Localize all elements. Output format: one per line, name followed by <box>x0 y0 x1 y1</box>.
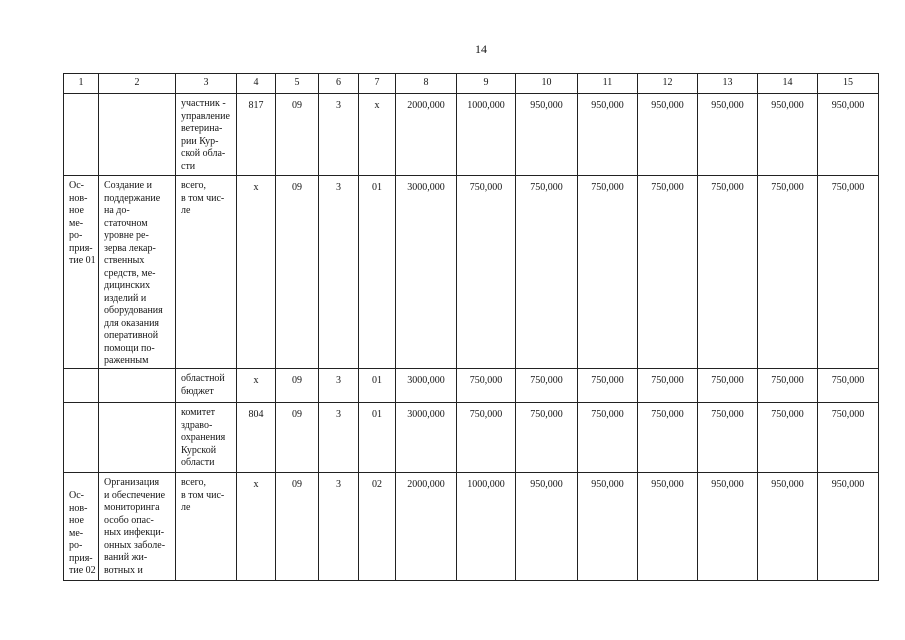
table-cell: 950,000 <box>758 94 818 176</box>
table-cell: 750,000 <box>578 403 638 473</box>
table-cell <box>99 403 176 473</box>
page-number: 14 <box>475 42 487 56</box>
table-header-cell: 13 <box>698 74 758 94</box>
table-cell: Организация и обеспечение мониторинга особо опас- ных инфекци- онных заболе- ваний жи- вотных и <box>99 473 176 581</box>
table-cell: 01 <box>359 369 396 403</box>
table-cell: х <box>237 369 276 403</box>
table-header-cell: 5 <box>276 74 319 94</box>
table-cell: 804 <box>237 403 276 473</box>
table-cell: 950,000 <box>758 473 818 581</box>
data-table <box>63 73 879 581</box>
table-cell: 750,000 <box>758 403 818 473</box>
table-cell: 950,000 <box>638 94 698 176</box>
table-cell: 750,000 <box>457 403 516 473</box>
table-header-cell: 11 <box>578 74 638 94</box>
table-cell: 750,000 <box>818 403 879 473</box>
table-header-cell: 12 <box>638 74 698 94</box>
table-cell: 950,000 <box>698 94 758 176</box>
table-cell: 750,000 <box>818 369 879 403</box>
table-header-cell: 8 <box>396 74 457 94</box>
table-cell: 950,000 <box>516 94 578 176</box>
table-row <box>64 176 879 369</box>
table-cell <box>64 369 99 403</box>
table-cell <box>64 94 99 176</box>
table-cell: 950,000 <box>578 473 638 581</box>
table-cell: комитет здраво- охранения Курской области <box>176 403 237 473</box>
table-cell: 750,000 <box>818 176 879 369</box>
table-cell: областной бюджет <box>176 369 237 403</box>
table-cell: 1000,000 <box>457 473 516 581</box>
table-cell: 950,000 <box>818 473 879 581</box>
table-header-cell: 9 <box>457 74 516 94</box>
table-cell: х <box>237 176 276 369</box>
table-cell: 750,000 <box>578 369 638 403</box>
table-cell: 750,000 <box>758 176 818 369</box>
table-body <box>64 94 879 581</box>
table-cell <box>64 403 99 473</box>
table-header-cell: 3 <box>176 74 237 94</box>
table-cell: 01 <box>359 176 396 369</box>
table-row <box>64 94 879 176</box>
table-cell: Ос- нов- ное ме- ро- прия- тие 01 <box>64 176 99 369</box>
table-cell: 750,000 <box>698 369 758 403</box>
table-cell: 750,000 <box>698 403 758 473</box>
table-cell: 02 <box>359 473 396 581</box>
table-cell: 750,000 <box>516 403 578 473</box>
table-head <box>64 74 879 94</box>
table-cell: 750,000 <box>698 176 758 369</box>
table-cell: 950,000 <box>516 473 578 581</box>
table-cell: 750,000 <box>516 369 578 403</box>
table-cell: х <box>237 473 276 581</box>
table-cell: Ос- нов- ное ме- ро- прия- тие 02 <box>64 473 99 581</box>
table-cell: 09 <box>276 369 319 403</box>
table-cell: 950,000 <box>578 94 638 176</box>
table-cell: всего, в том чис- ле <box>176 176 237 369</box>
table-cell: 3000,000 <box>396 403 457 473</box>
table-header-cell: 15 <box>818 74 879 94</box>
table-cell: всего, в том чис- ле <box>176 473 237 581</box>
table-cell: 750,000 <box>578 176 638 369</box>
table-cell: 1000,000 <box>457 94 516 176</box>
table-cell: 09 <box>276 403 319 473</box>
table-cell: 750,000 <box>457 176 516 369</box>
table-cell <box>99 94 176 176</box>
table-header-cell: 4 <box>237 74 276 94</box>
table-header-cell: 1 <box>64 74 99 94</box>
table-cell: 3 <box>319 403 359 473</box>
table-cell: 950,000 <box>638 473 698 581</box>
table-header-cell: 7 <box>359 74 396 94</box>
table-cell: 750,000 <box>638 369 698 403</box>
table-cell: 817 <box>237 94 276 176</box>
table-cell: 750,000 <box>638 403 698 473</box>
table-cell: 3000,000 <box>396 369 457 403</box>
table-header-cell: 6 <box>319 74 359 94</box>
table-cell: 950,000 <box>698 473 758 581</box>
table-cell: Создание и поддержание на до- статочном уровне ре- зерва лекар- ственных средств, ме- дицинских изделий и оборудования для оказания оперативной помощи по- раженным <box>99 176 176 369</box>
table-cell: участник - управление ветерина- рии Кур- ской обла- сти <box>176 94 237 176</box>
table-header-cell: 2 <box>99 74 176 94</box>
table-row <box>64 403 879 473</box>
table-row <box>64 369 879 403</box>
table-cell: 750,000 <box>758 369 818 403</box>
table-cell: х <box>359 94 396 176</box>
table-header-cell: 14 <box>758 74 818 94</box>
table-cell: 3000,000 <box>396 176 457 369</box>
table-header-cell: 10 <box>516 74 578 94</box>
table-cell: 09 <box>276 176 319 369</box>
table-cell: 09 <box>276 473 319 581</box>
table-row <box>64 473 879 581</box>
table-cell: 3 <box>319 369 359 403</box>
table-cell: 950,000 <box>818 94 879 176</box>
table-cell <box>99 369 176 403</box>
table-cell: 09 <box>276 94 319 176</box>
table-cell: 750,000 <box>638 176 698 369</box>
table-cell: 3 <box>319 176 359 369</box>
table-cell: 750,000 <box>516 176 578 369</box>
table-cell: 750,000 <box>457 369 516 403</box>
table-cell: 3 <box>319 473 359 581</box>
table-cell: 2000,000 <box>396 473 457 581</box>
table-cell: 2000,000 <box>396 94 457 176</box>
table-header-row <box>64 74 879 94</box>
table-cell: 01 <box>359 403 396 473</box>
table-cell: 3 <box>319 94 359 176</box>
